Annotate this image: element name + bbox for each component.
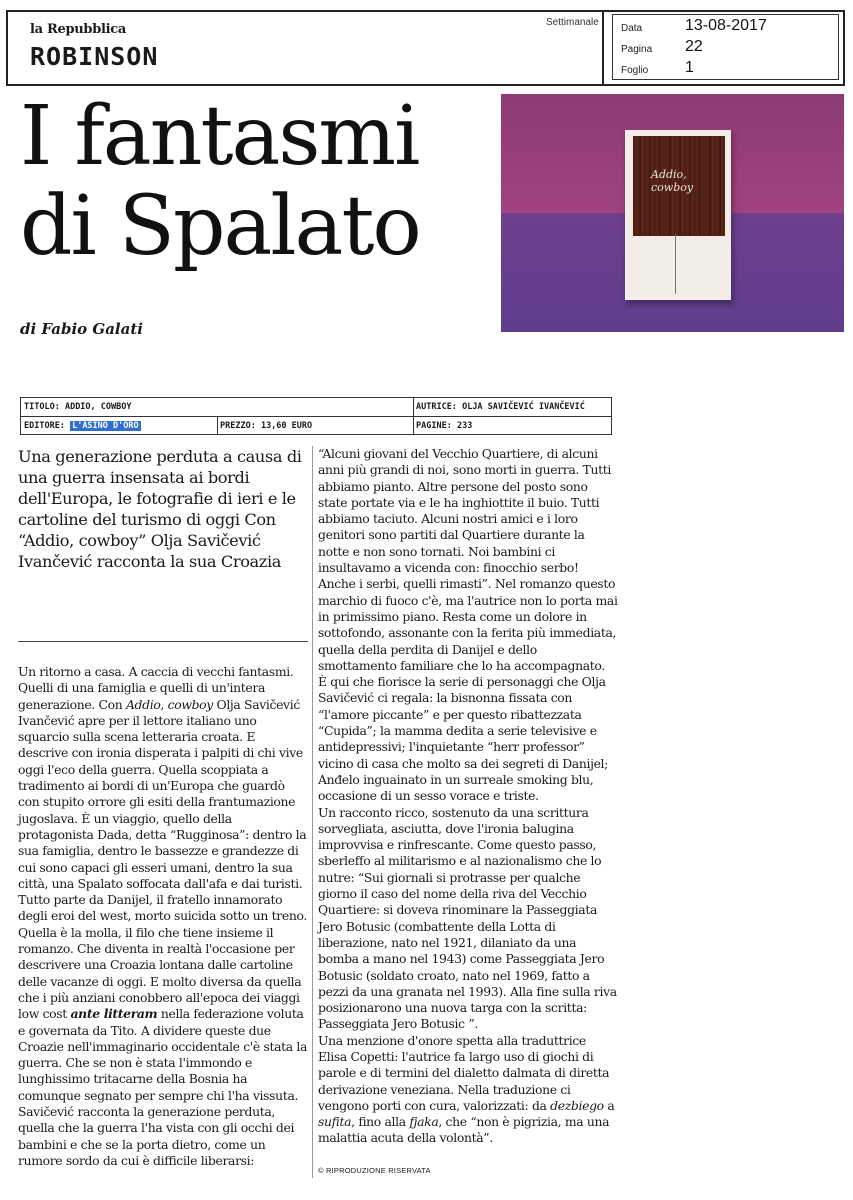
text-run: Tutto parte da Danijel, il fratello innamorato degli eroi del west, morto suicida sotto un treno. Quella è la molla, il filo che tiene insieme il romanzo. Che diventa in realtà l'occasione per descrivere una Croazia lontana dalle cartoline delle vacanze di oggi. E molto diversa da quella che i più anziani conobbero all'epoca dei viaggi low cost xyxy=(18,892,307,1022)
byline-prefix: di xyxy=(20,320,37,338)
article-title xyxy=(20,89,500,274)
info-publisher-label: EDITORE: xyxy=(24,421,65,431)
dialect-term: fjaka xyxy=(409,1114,439,1130)
frequency-label: Settimanale xyxy=(546,17,599,28)
book-cover-string xyxy=(675,234,676,294)
info-title xyxy=(21,398,131,416)
book-cover-title: Addio, cowboy xyxy=(651,168,694,194)
info-price xyxy=(217,417,312,435)
paragraph xyxy=(18,892,308,1104)
info-author-label: AUTRICE: xyxy=(416,402,457,412)
meta-page-value: 22 xyxy=(685,38,703,55)
meta-sheet-label: Foglio xyxy=(621,65,649,76)
paragraph: Savičević racconta la generazione perduta, quella che la guerra l'ha vista con gli occhi dei bambini e che se la porta dietro, come un rumore sordo da cui è difficile liberarsi: xyxy=(18,1104,295,1168)
meta-sheet-value: 1 xyxy=(685,59,694,76)
meta-page-label: Pagina xyxy=(621,44,653,55)
info-price-label: PREZZO: xyxy=(220,421,256,431)
info-publisher xyxy=(21,417,141,435)
info-pages xyxy=(413,417,472,435)
byline xyxy=(20,320,143,338)
info-price-value: 13,60 EURO xyxy=(260,421,313,431)
text-run: Olja Savičević Ivančević apre per il lettore italiano uno squarcio sulla scena letteraria croata. E descrive con ironia disperata i palpiti di chi vive oggi l'eco della guerra. Quella scoppiata a tradimento ai bordi di un'Europa che guardò con stupito orrore gli esiti della frantumazione jugoslava. È un viaggio, quello della protagonista Dada, detta “Rugginosa”: dentro la sua famiglia, dentro le bassezze e grandezze di cui sono capaci gli esseri umani, dentro la sua città, una Spalato soffocata dall'afa e dai turisti. xyxy=(18,696,307,891)
text-run: nella federazione voluta e governata da Tito. A dividere queste due Croazie nell'immaginario occidentale c'è stata la guerra. Che se non è stata l'immondo e lunghissimo tritacarne della Bosnia ha comunque segnato per sempre chi l'ha vissuta. xyxy=(18,1006,308,1103)
clipping-meta xyxy=(612,14,839,80)
column-divider xyxy=(312,446,313,1178)
magazine-name: ROBINSON xyxy=(30,42,159,71)
book-title-italic: Addio, cowboy xyxy=(125,696,213,712)
info-title-label: TITOLO: xyxy=(24,402,60,412)
info-publisher-value: L'ASINO D'ORO xyxy=(72,421,139,431)
text-run: a xyxy=(603,1097,615,1113)
paragraph xyxy=(318,1033,618,1147)
info-title-value: ADDIO, COWBOY xyxy=(64,402,132,412)
text-run: Un ritorno a casa. A caccia di vecchi fantasmi. Quelli di una famiglia e quelli di un'intera generazione. Con xyxy=(18,664,294,712)
page-header xyxy=(6,10,845,86)
article-column-1 xyxy=(18,664,308,1169)
info-pages-value: 233 xyxy=(456,421,473,431)
article-lead: Una generazione perduta a causa di una guerra insensata ai bordi dell'Europa, le fotografie di ieri e le cartoline del turismo di oggi Con “Addio, cowboy” Olja Savičević Ivančević racconta la sua Croazia xyxy=(18,447,302,571)
dialect-term: dezbiego xyxy=(550,1097,604,1113)
text-run: , fino alla xyxy=(351,1114,410,1130)
paragraph: È qui che fiorisce la serie di personaggi che Olja Savičević ci regala: la bisnonna fissata con “l'amore piccante” e per questo ribattezzata “Cupida”; la mamma dedita a serie televisive e antidepressivi; l'inquietante “herr professor” vicino di casa che molto sa dei segreti di Danijel; Anđelo inguainato in un surreale smoking blu, occasione di un sesso vorace e triste. xyxy=(318,674,608,804)
info-author xyxy=(413,398,585,416)
copyright-notice: © RIPRODUZIONE RISERVATA xyxy=(318,1166,431,1175)
lead-divider xyxy=(18,641,308,642)
meta-date-label: Data xyxy=(621,23,643,34)
info-pages-label: PAGINE: xyxy=(416,421,452,431)
book-info-box xyxy=(20,397,612,435)
book-cover xyxy=(625,130,731,300)
meta-date-value: 13-08-2017 xyxy=(685,17,767,34)
paragraph: “Alcuni giovani del Vecchio Quartiere, di alcuni anni più grandi di noi, sono morti in guerra. Tutti abbiamo pianto. Altre persone del posto sono state portate via e le ha inghiottite il buio. Tutti abbiamo taciuto. Alcuni nostri amici e i loro genitori sono partiti dal Quartiere durante la notte e non sono tornati. Noi bambini ci insultavamo a vicenda con: finocchio serbo! Anche i serbi, quelli rimasti”. Nel romanzo questo marchio di fuoco c'è, ma l'autrice non lo porta mai in primissimo piano. Resta come un dolore in sottofondo, assonante con la ferita più immediata, quella della perdita di Danijel e dello smottamento familiare che lo ha accompagnato. xyxy=(318,446,618,673)
book-cover-photo xyxy=(501,94,844,332)
article-title-line1: I fantasmi xyxy=(20,89,419,184)
paragraph xyxy=(18,664,308,892)
text-run: , che “non è pigrizia, ma una malattia acuta della volontà”. xyxy=(318,1114,610,1146)
article-title-line2: di Spalato xyxy=(20,179,420,274)
text-run: Una menzione d'onore spetta alla traduttrice Elisa Copetti: l'autrice fa largo uso di giochi di parole e di termini del dialetto dalmata di diretta derivazione veneziana. Nella traduzione ci vengono porti con cura, valorizzati: da xyxy=(318,1032,610,1113)
masthead xyxy=(8,12,604,84)
paragraph: Un racconto ricco, sostenuto da una scrittura sorvegliata, asciutta, dove l'ironia balugina improvvisa e rinfrescante. Come questo passo, sberleffo al militarismo e al nazionalismo che lo nutre: “Sui giornali si protrasse per qualche giorno il caso del nome della riva del Vecchio Quartiere: si doveva rinominare la Passeggiata Jero Botusic (combattente della Lotta di liberazione, nato nel 1921, dilaniato da una bomba a mano nel 1943) come Passeggiata Jero Botusic (soldato croato, nato nel 1969, fatto a pezzi da una granata nel 1993). Alla fine sulla riva posizionarono una nuova targa con la scritta: Passeggiata Jero Botusic ”. xyxy=(318,804,617,1032)
latin-phrase: ante litteram xyxy=(70,1006,158,1022)
publication-name: la Repubblica xyxy=(30,22,126,37)
dialect-term: sufita xyxy=(318,1114,352,1130)
article-column-2 xyxy=(318,446,618,1147)
byline-author: Fabio Galati xyxy=(41,320,143,338)
info-author-value: OLJA SAVIČEVIĆ IVANČEVIĆ xyxy=(462,402,585,412)
